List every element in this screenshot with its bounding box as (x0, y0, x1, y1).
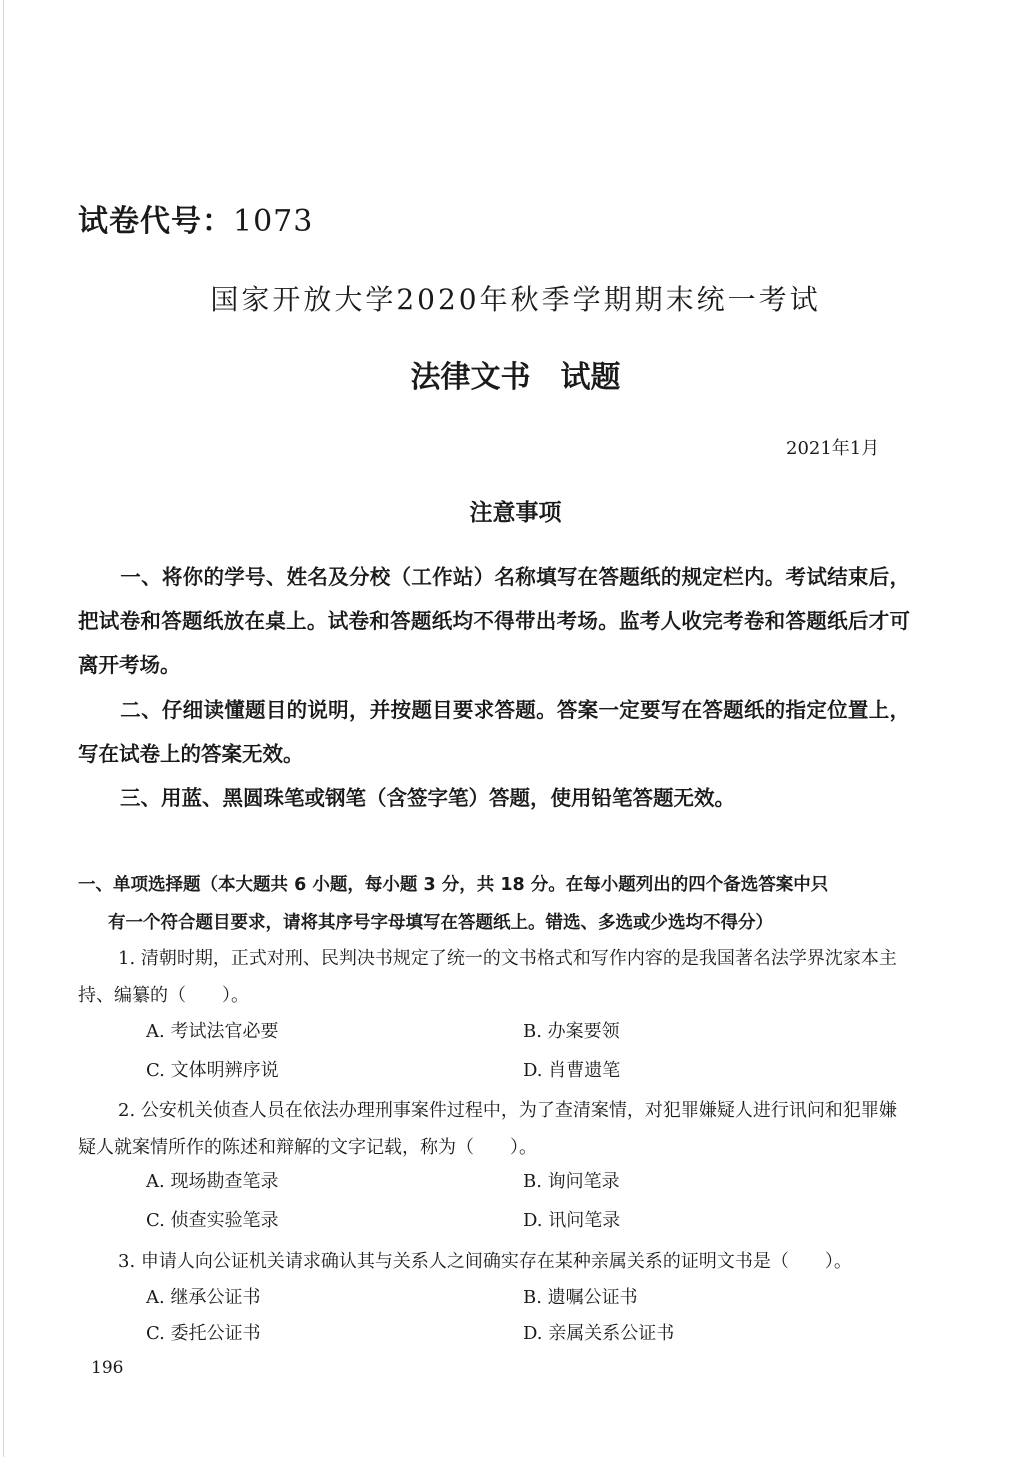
section-heading (78, 866, 918, 942)
question-2-option-d: D. 讯问笔录 (523, 1210, 621, 1231)
paper-code-label: 试卷代号： (78, 204, 233, 239)
question-3-option-c: C. 委托公证书 (146, 1323, 261, 1344)
question-3-option-a: A. 继承公证书 (146, 1287, 261, 1308)
subject-title: 法律文书 试题 (410, 360, 621, 395)
question-1-stem: 1. 清朝时期，正式对刑、民判决书规定了统一的文书格式和写作内容的是我国著名法学界沈家本主持、编纂的（ ）。 (78, 948, 897, 1006)
question-1-option-d: D. 肖曹遗笔 (523, 1060, 621, 1081)
exam-title: 国家开放大学2020年秋季学期期末统一考试 (210, 283, 821, 316)
section-heading-line-1: 一、单项选择题（本大题共 6 小题，每小题 3 分，共 18 分。在每小题列出的四个备选答案中只 (78, 875, 829, 895)
exam-date: 2021年1月 (786, 438, 880, 459)
question-1-option-a: A. 考试法官必要 (146, 1021, 279, 1042)
notice-title: 注意事项 (469, 500, 562, 526)
question-3-stem: 3. 申请人向公证机关请求确认其与关系人之间确实存在某种亲属关系的证明文书是（ ）。 (118, 1251, 852, 1272)
page-number: 196 (91, 1358, 124, 1378)
question-2-option-a: A. 现场勘查笔录 (146, 1171, 279, 1192)
question-2-option-c: C. 侦查实验笔录 (146, 1210, 279, 1231)
section-heading-line-2: 有一个符合题目要求，请将其序号字母填写在答题纸上。错选、多选或少选均不得分） (108, 913, 773, 933)
question-1-option-c: C. 文体明辨序说 (146, 1060, 279, 1081)
paper-code (78, 196, 313, 240)
question-3-option-b: B. 遗嘱公证书 (523, 1287, 638, 1308)
question-1-option-b: B. 办案要领 (523, 1021, 620, 1042)
question-3-option-d: D. 亲属关系公证书 (523, 1323, 675, 1344)
scan-edge-line (3, 0, 4, 1457)
notice-item-3: 三、用蓝、黑圆珠笔或钢笔（含签字笔）答题，使用铅笔答题无效。 (120, 786, 735, 810)
paper-code-number: 1073 (233, 204, 314, 239)
question-2-option-b: B. 询问笔录 (523, 1171, 620, 1192)
question-2-stem: 2. 公安机关侦查人员在依法办理刑事案件过程中，为了查清案情，对犯罪嫌疑人进行讯问和犯罪嫌疑人就案情所作的陈述和辩解的文字记载，称为（ ）。 (78, 1100, 897, 1158)
notice-item-2: 二、仔细读懂题目的说明，并按题目要求答题。答案一定要写在答题纸的指定位置上，写在试卷上的答案无效。 (78, 698, 910, 766)
notice-item-1: 一、将你的学号、姓名及分校（工作站）名称填写在答题纸的规定栏内。考试结束后，把试卷和答题纸放在桌上。试卷和答题纸均不得带出考场。监考人收完考卷和答题纸后才可离开考场。 (78, 565, 910, 677)
